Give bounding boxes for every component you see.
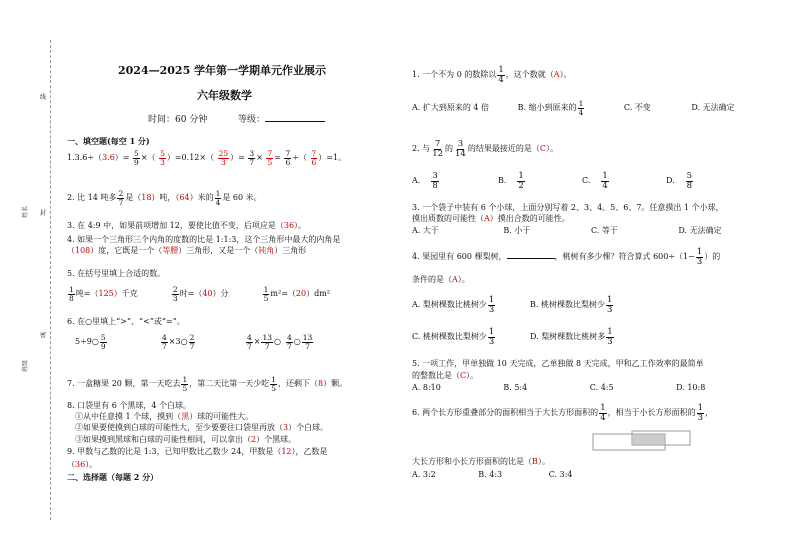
seal-label-3: 密 xyxy=(40,332,47,339)
question-5-items: $\frac{1}{8}$ 吨=（125）千克 $\frac{2}{3}$ 时=（40）分 $\frac{1}{5}$ m²=（20）dm² xyxy=(69,285,331,303)
mc-question-5-cont: 的整数比是（C）。 xyxy=(412,371,479,380)
question-1: 1.3.6÷（3.6）= $\frac{5}{9}$ ×（ $\frac{5}{3}$ ）=0.12×（ $\frac{25}{3}$ ）= $\frac{3}{7}$ × $\frac{7}{5}$ = $\frac{7}{6}$ ÷（ $\frac{7}{6}$ ）=1。 xyxy=(67,149,347,167)
class-label: 班级 xyxy=(22,359,29,372)
question-4: 4. 如果一个三角形三个内角的度数的比是 1:1:3，这个三角形中最大的内角是 xyxy=(67,235,341,244)
mc-question-3: 3. 一个袋子中装有 6 个小球，上面分别写着 2、3、4、5、6、7。任意摸出 1 个小球， xyxy=(412,203,724,212)
mc-question-2-option-a: A. $\frac{3}{8}$ xyxy=(412,171,438,191)
section-fill-blank: 一、填空题(每空 1 分) xyxy=(67,136,150,146)
question-8-sub-2: ②如果要使摸到白球的可能性大，至少要要往口袋里再放（3）个白球。 xyxy=(75,423,329,432)
mc-question-6-cont: 大长方形和小长方形面积的比是（B）。 xyxy=(412,457,550,466)
mc-question-6-options: A. 3:2 B. 4:3 C. 3:4 xyxy=(412,470,573,479)
seal-label-1: 线 xyxy=(40,94,47,101)
mc-question-6: 6. 两个长方形重叠部分的面积相当于大长方形面积的 $\frac{1}{4}$ ，相当于小长方形面积的 $\frac{1}{3}$ ， xyxy=(412,403,714,423)
overlap-rectangles-diagram xyxy=(592,430,694,452)
question-3: 3. 在 4:9 中，如果前项增加 12，要使比值不变，后项应是（36）。 xyxy=(67,221,307,230)
question-6-item-2: $\frac{4}{7}$ ×3○ $\frac{2}{7}$ xyxy=(162,333,195,351)
question-8-sub-3: ③如果摸到黑球和白球的可能性相同，可以拿出（2）个黑球。 xyxy=(75,435,297,444)
mc-question-5: 5. 一项工作，甲单独做 10 天完成，乙单独做 8 天完成，甲和乙工作效率的最简单 xyxy=(412,359,704,368)
mc-question-4-option-c: C. 桃树棵数比梨树少 $\frac{1}{3}$ xyxy=(412,327,495,347)
seal-label-2: 封 xyxy=(40,210,47,217)
question-7: 7. 一盒糖果 20 颗，第一天吃去 $\frac{1}{5}$ ，第二天比第一天少吃 $\frac{1}{5}$ ，还剩下（8）颗。 xyxy=(67,375,348,393)
mc-question-1: 1. 一个不为 0 的数除以 $\frac{1}{4}$ ，这个数就（A）。 xyxy=(412,65,572,85)
mc-question-4: 4. 果园里有 600 棵梨树， ，桃树有多少棵？符合算式 600÷（1− $\frac{1}{3}$ ）的 xyxy=(412,247,721,267)
mc-question-3-options: A. 大于 B. 小于 C. 等于 D. 无法确定 xyxy=(412,226,722,235)
mc-question-4-option-a: A. 梨树棵数比桃树少 $\frac{1}{3}$ xyxy=(412,295,495,315)
mc-question-2-option-c: C. $\frac{1}{4}$ xyxy=(582,171,608,191)
mc-question-5-options: A. 8:10 B. 5:4 C. 4:5 D. 10:8 xyxy=(412,383,706,392)
grade-label: 等级： xyxy=(238,112,325,125)
question-6: 6. 在○里填上“>”、“<”或“=”。 xyxy=(67,317,185,326)
mc-question-3-cont: 摸出质数的可能性（A）摸出合数的可能性。 xyxy=(412,214,570,223)
binding-line xyxy=(50,40,51,520)
question-8-sub-1: ①从中任意摸 1 个球，摸到（黑）球的可能性大。 xyxy=(75,412,254,421)
question-5: 5. 在括号里填上合适的数。 xyxy=(67,269,166,278)
page-title: 2024—2025 学年第一学期单元作业展示 xyxy=(118,64,327,77)
time-label: 时间：60 分钟 xyxy=(148,115,208,125)
mc-question-4-option-d: D. 梨树棵数比桃树多 $\frac{1}{3}$ xyxy=(530,327,613,347)
question-9-cont: （36）。 xyxy=(67,460,98,469)
mc-question-2-option-b: B. $\frac{1}{2}$ xyxy=(498,171,524,191)
mc-question-2: 2. 与 $\frac{7}{12}$ 的 $\frac{3}{14}$ 的结果最接近的是（C）。 xyxy=(412,139,558,159)
mc-question-4-cont: 条件的是（A）。 xyxy=(412,275,470,284)
question-6-item-3: $\frac{4}{7}$ × $\frac{13}{7}$ ○ xyxy=(247,333,282,351)
question-6-item-1: 5÷9○ $\frac{5}{9}$ xyxy=(75,333,106,351)
mc-question-4-option-b: B. 桃树棵数比梨树少 $\frac{1}{3}$ xyxy=(530,295,613,315)
mc-question-1-options: A. 扩大到原来的 4 倍 B. 缩小到原来的 $\frac{1}{4}$ C. 不变 D. 无法确定 xyxy=(412,99,735,117)
page-subtitle: 六年级数学 xyxy=(197,89,252,102)
question-4-cont: （108）度，它既是一个（等腰）三角形，又是一个（钝角）三角形 xyxy=(67,246,307,255)
section-multiple-choice: 二、选择题（每题 2 分） xyxy=(67,472,159,482)
question-9: 9. 甲数与乙数的比是 1:3，已知甲数比乙数少 24，甲数是（12），乙数是 xyxy=(67,447,328,456)
question-6-item-4: $\frac{4}{7}$ ○ $\frac{13}{7}$ xyxy=(287,333,313,351)
name-label: 姓名 xyxy=(22,205,29,218)
question-8: 8. 口袋里有 6 个黑球，4 个白球。 xyxy=(67,401,191,410)
question-2: 2. 比 14 吨多 $\frac{2}{7}$ 是（18）吨，（64）米的 $\frac{1}{4}$ 是 60 米。 xyxy=(67,189,262,207)
mc-question-2-option-d: D. $\frac{5}{8}$ xyxy=(666,171,693,191)
